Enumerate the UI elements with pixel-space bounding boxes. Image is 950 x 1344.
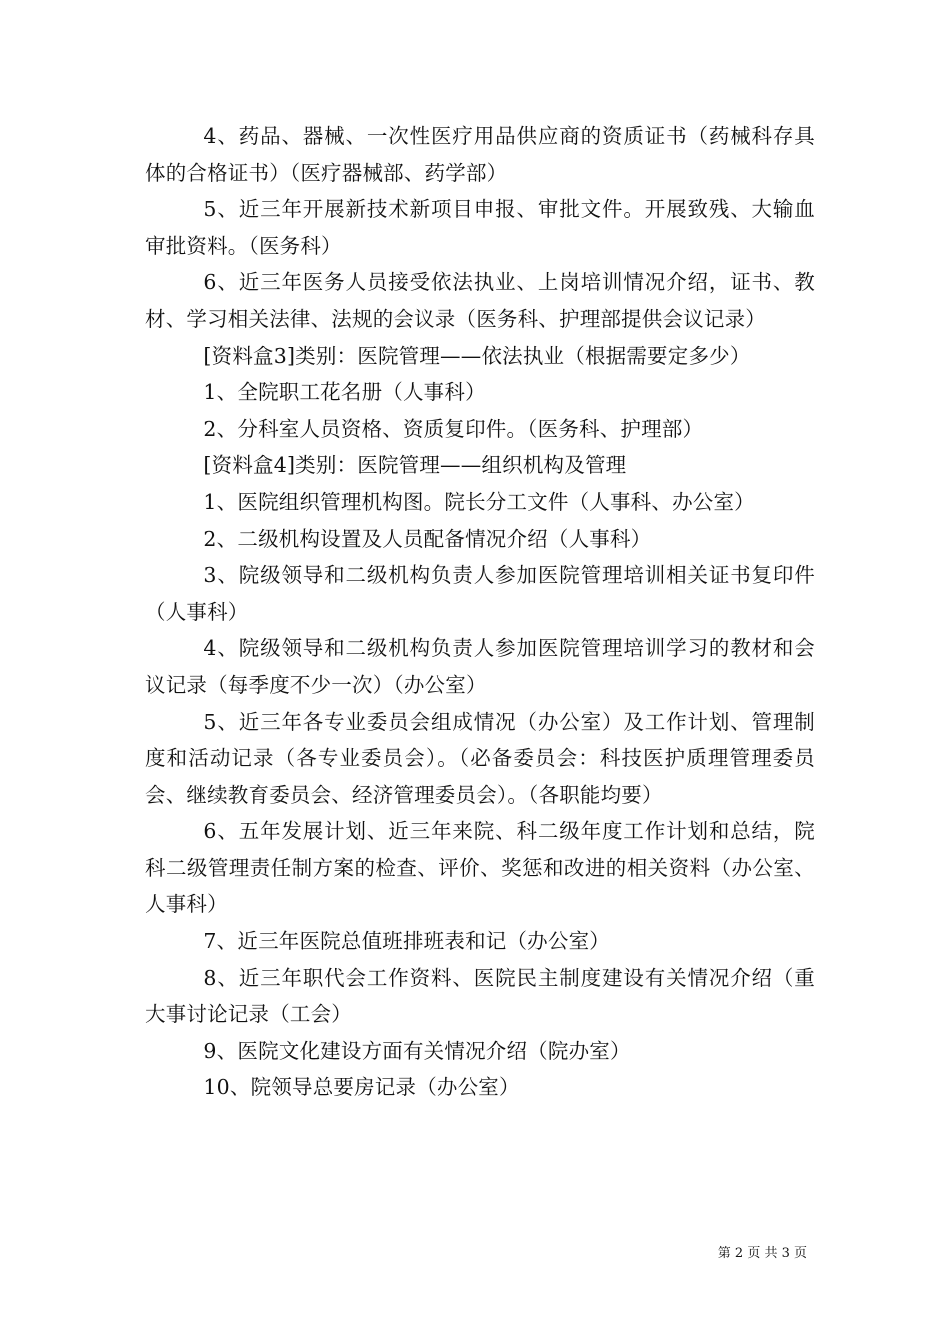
paragraph-box4-item-3: 3、院级领导和二级机构负责人参加医院管理培训相关证书复印件（人事科）	[145, 563, 815, 624]
page-number-footer: 第 2 页 共 3 页	[717, 1246, 807, 1261]
document-body	[145, 118, 815, 1106]
paragraph-item-4-suppliers: 4、药品、器械、一次性医疗用品供应商的资质证书（药械科存具体的合格证书）（医疗器械部、药学部）	[145, 124, 815, 185]
paragraph-box4-item-8: 8、近三年职代会工作资料、医院民主制度建设有关情况介绍（重大事讨论记录（工会）	[145, 965, 815, 1027]
paragraph-box4-item-5: 5、近三年各专业委员会组成情况（办公室）及工作计划、管理制度和活动记录（各专业委员会）。（必备委员会：科技医护质理管理委员会、继续教育委员会、经济管理委员会）。（各职能均要）	[145, 709, 815, 807]
section-heading-box-3: [资料盒3]类别：医院管理——依法执业（根据需要定多少）	[203, 343, 751, 368]
paragraph-item-5-new-tech: 5、近三年开展新技术新项目申报、审批文件。开展致残、大输血审批资料。（医务科）	[145, 197, 815, 258]
paragraph-box4-item-7: 7、近三年医院总值班排班表和记（办公室）	[203, 929, 610, 954]
paragraph-box4-item-6: 6、五年发展计划、近三年来院、科二级年度工作计划和总结，院科二级管理责任制方案的检查、评价、奖惩和改进的相关资料（办公室、人事科）	[145, 819, 815, 917]
paragraph-box4-item-1: 1、医院组织管理机构图。院长分工文件（人事科、办公室）	[203, 489, 755, 514]
paragraph-item-6-training: 6、近三年医务人员接受依法执业、上岗培训情况介绍，证书、教材、学习相关法律、法规的会议录（医务科、护理部提供会议记录）	[145, 270, 815, 331]
paragraph-box4-item-2: 2、二级机构设置及人员配备情况介绍（人事科）	[203, 526, 652, 551]
paragraph-box4-item-9: 9、医院文化建设方面有关情况介绍（院办室）	[203, 1038, 631, 1063]
paragraph-box4-item-10: 10、院领导总要房记录（办公室）	[203, 1075, 520, 1100]
paragraph-box3-item-1: 1、全院职工花名册（人事科）	[203, 380, 486, 405]
paragraph-box3-item-2: 2、分科室人员资格、资质复印件。（医务科、护理部）	[203, 416, 704, 441]
section-heading-box-4: [资料盒4]类别：医院管理——组织机构及管理	[203, 453, 627, 478]
paragraph-box4-item-4: 4、院级领导和二级机构负责人参加医院管理培训学习的教材和会议记录（每季度不少一次）（办公室）	[145, 636, 815, 697]
